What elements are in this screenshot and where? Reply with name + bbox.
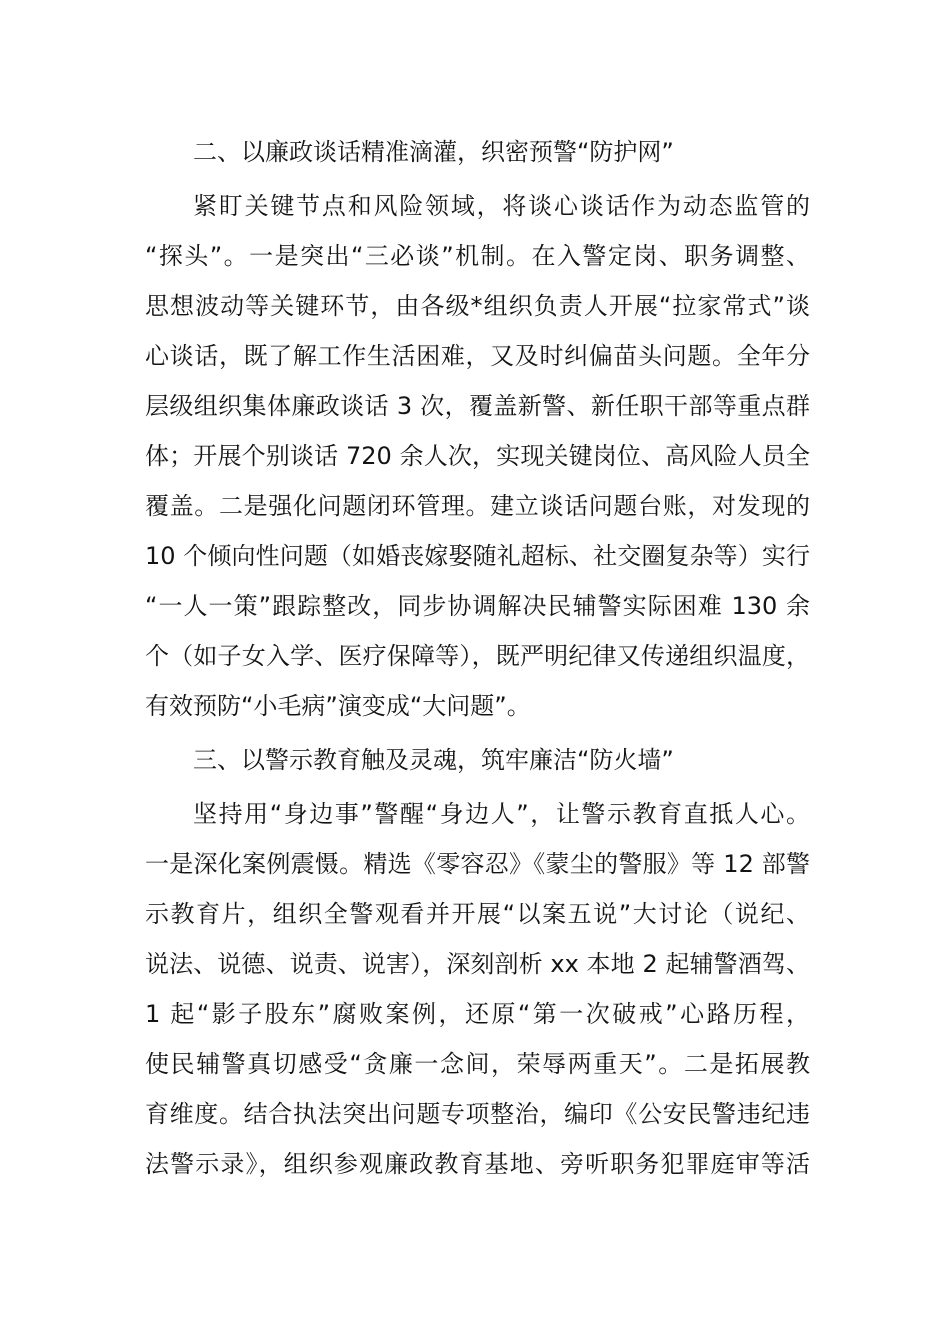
paragraph-line: 法警示录》，组织参观廉政教育基地、旁听职务犯罪庭审等活 [145,1150,810,1178]
paragraph-line: 示教育片，组织全警观看并开展“以案五说”大讨论（说纪、 [145,900,810,928]
paragraph-line: 坚持用“身边事”警醒“身边人”，让警示教育直抵人心。 [193,800,810,828]
section-three-heading: 三、以警示教育触及灵魂，筑牢廉洁“防火墙” [193,746,674,774]
paragraph-line: 紧盯关键节点和风险领域，将谈心谈话作为动态监管的 [193,192,810,220]
paragraph-line: 覆盖。二是强化问题闭环管理。建立谈话问题台账，对发现的 [145,492,810,520]
paragraph-line: 思想波动等关键环节，由各级*组织负责人开展“拉家常式”谈 [145,292,810,320]
paragraph-line: “一人一策”跟踪整改，同步协调解决民辅警实际困难 130 余 [145,592,810,620]
paragraph-line: “探头”。一是突出“三必谈”机制。在入警定岗、职务调整、 [145,242,810,270]
paragraph-line: 有效预防“小毛病”演变成“大问题”。 [145,692,531,720]
paragraph-line: 使民辅警真切感受“贪廉一念间，荣辱两重天”。二是拓展教 [145,1050,810,1078]
section-two-heading: 二、以廉政谈话精准滴灌，织密预警“防护网” [193,138,674,166]
paragraph-line: 个（如子女入学、医疗保障等），既严明纪律又传递组织温度， [145,642,810,670]
paragraph-line: 育维度。结合执法突出问题专项整治，编印《公安民警违纪违 [145,1100,810,1128]
paragraph-line: 体；开展个别谈话 720 余人次，实现关键岗位、高风险人员全 [145,442,810,470]
paragraph-line: 心谈话，既了解工作生活困难，又及时纠偏苗头问题。全年分 [145,342,810,370]
paragraph-line: 说法、说德、说责、说害），深刻剖析 xx 本地 2 起辅警酒驾、 [145,950,810,978]
paragraph-line: 1 起“影子股东”腐败案例，还原“第一次破戒”心路历程， [145,1000,810,1028]
paragraph-line: 10 个倾向性问题（如婚丧嫁娶随礼超标、社交圈复杂等）实行 [145,542,810,570]
paragraph-line: 一是深化案例震慑。精选《零容忍》《蒙尘的警服》等 12 部警 [145,850,810,878]
paragraph-line: 层级组织集体廉政谈话 3 次，覆盖新警、新任职干部等重点群 [145,392,810,420]
